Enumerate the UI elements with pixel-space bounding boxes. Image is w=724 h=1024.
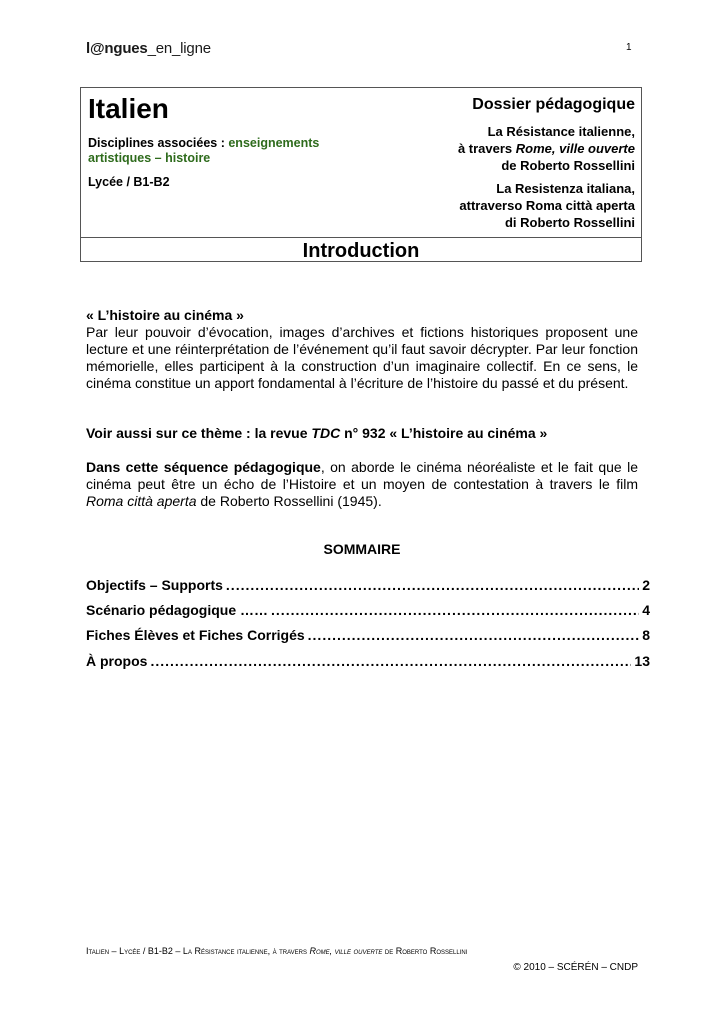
page-number: 1 <box>626 42 632 53</box>
footer-left-b: Rome, ville ouverte <box>309 946 383 956</box>
toc-leader <box>226 577 639 593</box>
title-it-line-2: attraverso Roma città aperta <box>459 198 635 213</box>
intro-paragraph <box>86 307 638 392</box>
logo-sep: _en_ <box>147 40 181 57</box>
sequence-lead: Dans cette séquence pédagogique <box>86 459 321 475</box>
toc-label: À propos <box>86 653 148 669</box>
sequence-film: Roma città aperta <box>86 493 197 509</box>
disciplines-value: enseignements artistiques – histoire <box>88 136 320 165</box>
disciplines <box>88 136 368 166</box>
title-fr-line-2 <box>458 140 635 157</box>
toc-page: 13 <box>634 653 650 669</box>
title-it-line-1: La Resistenza italiana, <box>496 181 635 196</box>
see-also-a: Voir aussi sur ce thème : la revue <box>86 425 312 441</box>
title-fr-line-3: de Roberto Rossellini <box>501 158 635 173</box>
toc-page: 2 <box>642 577 650 593</box>
see-also-c: n° 932 « L’histoire au cinéma » <box>340 425 548 441</box>
intro-text: Par leur pouvoir d’évocation, images d’archives et fictions historiques proposent une lecture et une réinterprétation de l’événement qu’il faut savoir décrypter. Par leur fonction mémorielle, elles participent à la construction d’un imaginaire collectif. En ce sens, le cinéma constitue un apport fondamental à l’écriture de l’histoire du passé et du présent. <box>86 324 638 391</box>
section-title: Introduction <box>302 240 420 262</box>
disciplines-label: Disciplines associées : <box>88 136 229 150</box>
sequence-text: , on aborde le cinéma néoréaliste et le fait que le cinéma peut être un écho de l’Histoire et un moyen de contestation à travers le film <box>86 459 638 492</box>
toc-leader <box>308 627 640 643</box>
header-divider <box>81 237 641 238</box>
logo-main: l@ngues <box>86 40 148 57</box>
title-italian <box>459 180 635 231</box>
toc-page: 8 <box>642 627 650 643</box>
title-french <box>458 123 635 174</box>
toc-label: Fiches Élèves et Fiches Corrigés <box>86 627 305 643</box>
toc-item[interactable] <box>86 625 650 643</box>
sequence-end: de Roberto Rossellini (1945). <box>196 493 382 509</box>
dossier-label: Dossier pédagogique <box>472 96 635 113</box>
title-block <box>80 87 642 262</box>
footer-left-c: de Roberto Rossellini <box>382 946 468 956</box>
footer-left <box>86 946 467 956</box>
logo-end: ligne <box>180 40 211 57</box>
subject-title: Italien <box>88 93 169 124</box>
title-fr-2b: Rome, ville ouverte <box>515 141 635 156</box>
title-fr-line-1: La Résistance italienne, <box>487 124 635 139</box>
toc-label: Objectifs – Supports <box>86 577 223 593</box>
title-it-line-3: di Roberto Rossellini <box>504 215 635 230</box>
see-also <box>86 425 638 442</box>
toc-item[interactable] <box>86 600 650 618</box>
sommaire-title: SOMMAIRE <box>323 541 401 557</box>
toc-item[interactable] <box>86 651 650 669</box>
intro-heading: « L’histoire au cinéma » <box>86 307 244 323</box>
footer-left-a: Italien – Lycée / B1-B2 – La Résistance italienne, à travers <box>86 946 310 956</box>
toc-item[interactable] <box>86 575 650 593</box>
sequence-paragraph <box>86 459 638 510</box>
toc-label: Scénario pédagogique …… <box>86 602 269 618</box>
site-logo <box>86 40 211 57</box>
toc-page: 4 <box>642 602 650 618</box>
toc-leader <box>150 653 631 669</box>
footer-copyright: © 2010 – SCÉRÉN – CNDP <box>513 962 638 973</box>
see-also-tdc: TDC <box>311 425 341 441</box>
level: Lycée / B1-B2 <box>88 175 170 189</box>
title-fr-2a: à travers <box>457 141 516 156</box>
toc-leader <box>271 602 639 618</box>
